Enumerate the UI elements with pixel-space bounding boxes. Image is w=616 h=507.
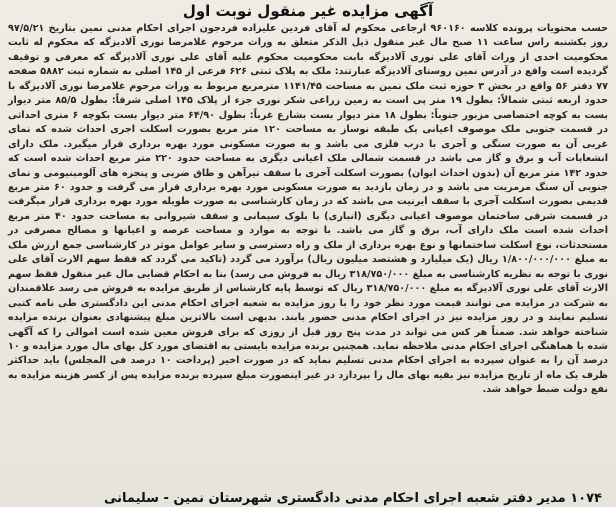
notice-title: آگهی مزایده غیر منقول نوبت اول xyxy=(182,2,434,20)
notice-body xyxy=(8,22,608,398)
notice-paragraph: حسب محتویات پرونده کلاسه ۹۶۰۱۶۰ ارجاعی محکوم له آقای فردین علیزاده فردجون اجرای احکام مدنی نمین بتاریخ ۹۷/۵/۲۱ روز یکشنبه راس ساعت ۱۱ صبح مال غیر منقول ذیل الذکر متعلق به وراث مرحوم غلامرضا نوری آلادیزگه که محکوم له ثابت محکومیت احدی از وراث آقای علی نوری آلادیزگه بابت محکومیت محکوم علیه آقای علی نوری آلادیزگه که معرفی و توقیف گردیده است واقع در آدرس نمین روستای آلادیزگه عبارتند: ملک به پلاک ثبتی ۶۲۶ فرعی از ۱۴۵ اصلی به شماره ثبت ۵۸۸۲ صفحه ۷۷ دفتر ۵۶ واقع در بخش ۳ حوزه ثبت ملک نمین به مساحت ۱۱۴۱/۴۵ مترمربع مربوط به وراث مرحوم غلامرضا نوری آلادیزگه با حدود اربعه ثبتی شمالاً: بطول ۱۹ متر پی است به زمین زراعی شکر نوری جزء از پلاک ۱۴۵ اصلی شرقاً: بطول ۸۵/۵ متر دیوار بست به کوچه اختصاصی مزبور جنوباً: بطول ۱۸ متر دیوار بست بشارع غرباً: بطول ۶۴/۹۰ متر دیوار بست بکوچه ۶ متری احداثی در قسمت جنوبی ملک موصوف اعیانی یک طبقه نوساز به مساحت ۱۲۰ متر مربع بصورت اسکلت اجری احداث شده که نمای غربی آن به صورت سنگی و آجری با درب فلزی می باشد و به صورت مسکونی مورد بهره برداری قرار میگیرد. ملک دارای انشعابات آب و برق و گاز می باشد در قسمت شمالی ملک اعیانی دیگری به مساحت حدود ۲۲۰ متر مربع احداث شده است که حدود ۱۴۲ متر مربع آن (بدون احداث ایوان) بصورت اسکلت آجری با سقف تیرآهن و طاق ضربی و پنجره های آلومینیومی و نمای جنوبی آن سنگ مرمریت می باشد و در زمان بازدید به صورت مسکونی مورد بهره برداری قرار می گرفت و حدود ۶۰ متر مربع قدیمی بصورت اسکلت آجری با سقف ایرنیت می باشد که در زمان کارشناسی به صورت طویله مورد بهره برداری قرار میگرفت در قسمت شرقی ساختمان موصوف اعیانی دیگری (انباری) با بلوک سیمانی و سقف شیروانی به مساحت حدود ۴۰ متر مربع احداث شده است ملک دارای آب، برق و گاز می باشد. با توجه به موارد و مساحت عرصه و اعیانها و مصالح مصرفی در مستحدثات، نوع اسکلت ساختمانها و نوع بهره برداری از ملک و راه دسترسی و سایر عوامل موثر در کارشناسی جمع ارزش ملک به مبلغ ۱/۸۰۰/۰۰۰/۰۰۰ ریال (یک میلیارد و هشتصد میلیون ریال) برآورد می گردد (تاکید می گردد که فقط سهم الارث آقای علی نوری با توجه به نظریه کارشناسی به مبلغ ۳۱۸/۷۵۰/۰۰۰ ریال به فروش می رسد) بنا به احکام قضایی مال غیر منقول فقط سهم الارث آقای علی نوری آلادیزگه به مبلغ ۳۱۸/۷۵۰/۰۰۰ ریال که توسط پایه کارشناس از طریق مزایده به فروش می رسد علاقمندان به شرکت در مزایده می توانند قیمت مورد نظر خود را با روز مزایده به شعبه اجرای احکام مدنی این دادگستری طی نامه کتبی تسلیم نمایند و در روز مزایده نیز در اجرای احکام مدنی حضور یابند. بدیهی است بالاترین مبلغ پیشنهادی بعنوان برنده مزایده شناخته خواهد شد. ضمناً هر کس می تواند در مدت پنج روز قبل از روزی که برای فروش معین شده است اموالی را که آگهی شده با هماهنگی اجرای احکام مدنی ملاحظه نماید. همچنین برنده مزایده بایستی به اقتضای مورد کل بهای مال مورد مزایده و ۱۰ درصد آن را به عنوان سپرده به اجرای احکام مدنی تسلیم نماید که در صورت اخیر (پرداخت ۱۰ درصد فی المجلس) باید حداکثر ظرف یک ماه از تاریخ مزایده نیز بقیه بهای مال را بپردازد در غیر اینصورت مبلغ سپرده برنده مزایده پس از کسر هزینه مزایده به نفع دولت ضبط خواهد شد. xyxy=(8,23,609,396)
notice-signature: ۱۰۷۴ مدیر دفتر شعبه اجرای احکام مدنی دادگستری شهرستان نمین - سلیمانی xyxy=(103,491,602,506)
